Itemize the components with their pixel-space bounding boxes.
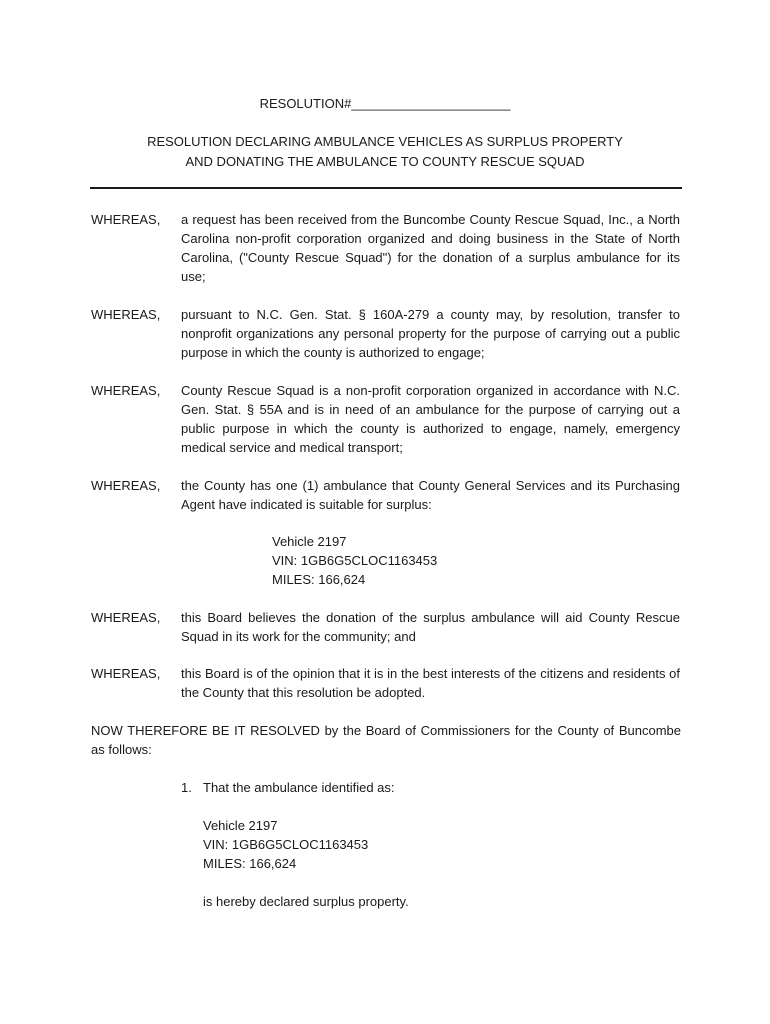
whereas-text: this Board is of the opinion that it is in the best interests of the citizens and residents of the County that this resolution be adopted. (181, 666, 680, 700)
item-text: That the ambulance identified as: (203, 780, 395, 795)
whereas-text: this Board believes the donation of the surplus ambulance will aid County Rescue Squad in its work for the community; and (181, 610, 680, 644)
vehicle-miles: MILES: 166,624 (272, 572, 366, 587)
resolved-vehicle-details (203, 816, 368, 873)
vehicle-number: Vehicle 2197 (272, 534, 347, 549)
item-number: 1. (181, 780, 192, 795)
whereas-label: WHEREAS, (91, 610, 161, 625)
vehicle-miles: MILES: 166,624 (203, 856, 297, 871)
vehicle-vin: VIN: 1GB6G5CLOC1163453 (203, 837, 369, 852)
whereas-label: WHEREAS, (91, 383, 161, 398)
whereas-text: a request has been received from the Buncombe County Rescue Squad, Inc., a North Carolina non-profit corporation organized and doing business in the State of North Carolina, ("County Rescue Squad") for the donation of a surplus ambulance for its use; (181, 212, 680, 284)
whereas-text: County Rescue Squad is a non-profit corporation organized in accordance with N.C. Gen. Stat. § 55A and is in need of an ambulance for the purpose of carrying out a public purpose in which the county is authorized to engage, namely, emergency medical service and medical transport; (181, 383, 680, 455)
resolution-number: RESOLUTION#______________________ (259, 96, 511, 111)
title-line-2: AND DONATING THE AMBULANCE TO COUNTY RESCUE SQUAD (185, 154, 585, 169)
whereas-label: WHEREAS, (91, 307, 161, 322)
title-line-1: RESOLUTION DECLARING AMBULANCE VEHICLES AS SURPLUS PROPERTY (147, 134, 623, 149)
whereas-label: WHEREAS, (91, 666, 161, 681)
vehicle-details (272, 532, 437, 589)
whereas-text: the County has one (1) ambulance that County General Services and its Purchasing Agent have indicated is suitable for surplus: (181, 478, 680, 512)
surplus-declaration: is hereby declared surplus property. (203, 894, 409, 909)
resolved-item-1 (181, 778, 395, 797)
resolved-paragraph: NOW THEREFORE BE IT RESOLVED by the Board of Commissioners for the County of Buncombe as follows: (91, 723, 681, 757)
vehicle-vin: VIN: 1GB6G5CLOC1163453 (272, 553, 438, 568)
whereas-text: pursuant to N.C. Gen. Stat. § 160A-279 a county may, by resolution, transfer to nonprofit organizations any personal property for the purpose of carrying out a public purpose in which the county is authorized to engage; (181, 307, 680, 360)
whereas-label: WHEREAS, (91, 478, 161, 493)
title-divider (90, 187, 682, 189)
resolution-title (0, 132, 770, 172)
whereas-label: WHEREAS, (91, 212, 161, 227)
vehicle-number: Vehicle 2197 (203, 818, 278, 833)
